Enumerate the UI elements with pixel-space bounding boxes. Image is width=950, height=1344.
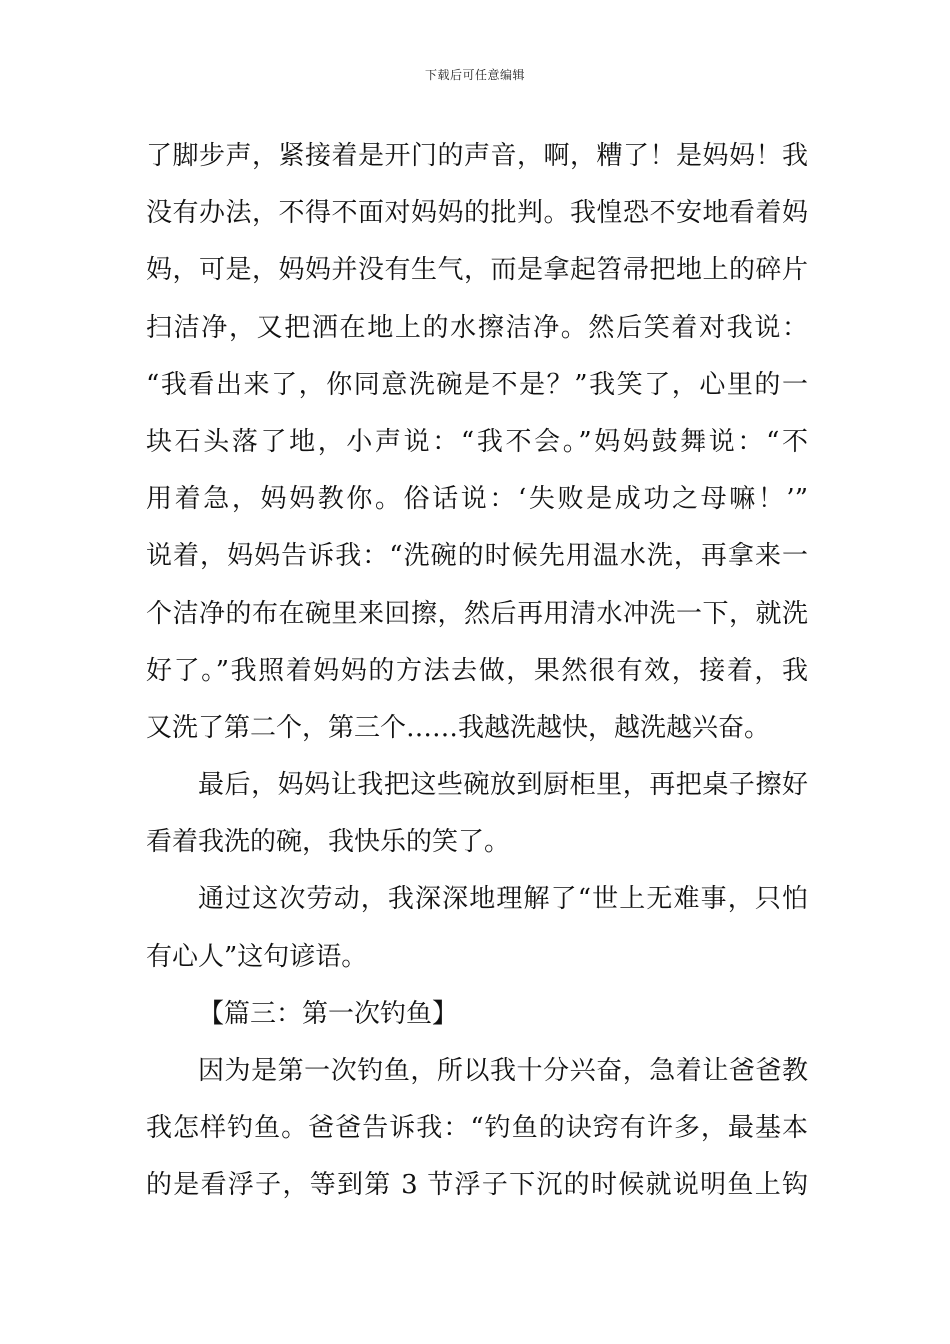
text-line: 个洁净的布在碗里来回擦，然后再用清水冲洗一下，就洗 [146,598,808,629]
text-line: 看着我洗的碗，我快乐的笑了。 [146,827,511,858]
text-line: 说着，妈妈告诉我：“洗碗的时候先用温水洗，再拿来一 [146,541,808,572]
text-line: 没有办法，不得不面对妈妈的批判。我惶恐不安地看着妈 [146,198,808,229]
header-note: 下载后可任意编辑 [424,68,525,82]
text-line: 好了。”我照着妈妈的方法去做，果然很有效，接着，我 [146,655,808,686]
text-line: 扫洁净，又把洒在地上的水擦洁净。然后笑着对我说： [146,312,808,343]
text-line: 有心人”这句谚语。 [146,941,368,972]
body-text [146,128,808,1215]
text-line: 因为是第一次钓鱼，所以我十分兴奋，急着让爸爸教 [198,1056,808,1086]
text-line: 最后，妈妈让我把这些碗放到厨柜里，再把桌子擦好 [198,770,808,801]
text-line: 的是看浮子，等到第 3 节浮子下沉的时候就说明鱼上钩 [146,1170,808,1201]
text-line: “我看出来了，你同意洗碗是不是？”我笑了，心里的一 [146,369,808,400]
text-line: 妈，可是，妈妈并没有生气，而是拿起笤帚把地上的碎片 [146,255,808,286]
text-line: 通过这次劳动，我深深地理解了“世上无难事，只怕 [198,884,808,915]
text-line: 用着急，妈妈教你。俗话说：‘失败是成功之母嘛！’” [146,484,808,515]
section-heading: 【篇三：第一次钓鱼】 [198,998,459,1029]
text-line: 了脚步声，紧接着是开门的声音，啊，糟了！是妈妈！我 [146,141,808,171]
text-line: 又洗了第二个，第三个……我越洗越快，越洗越兴奋。 [146,712,771,743]
text-line: 我怎样钓鱼。爸爸告诉我：“钓鱼的诀窍有许多，最基本 [146,1113,808,1144]
text-line: 块石头落了地，小声说：“我不会。”妈妈鼓舞说：“不 [146,426,808,457]
